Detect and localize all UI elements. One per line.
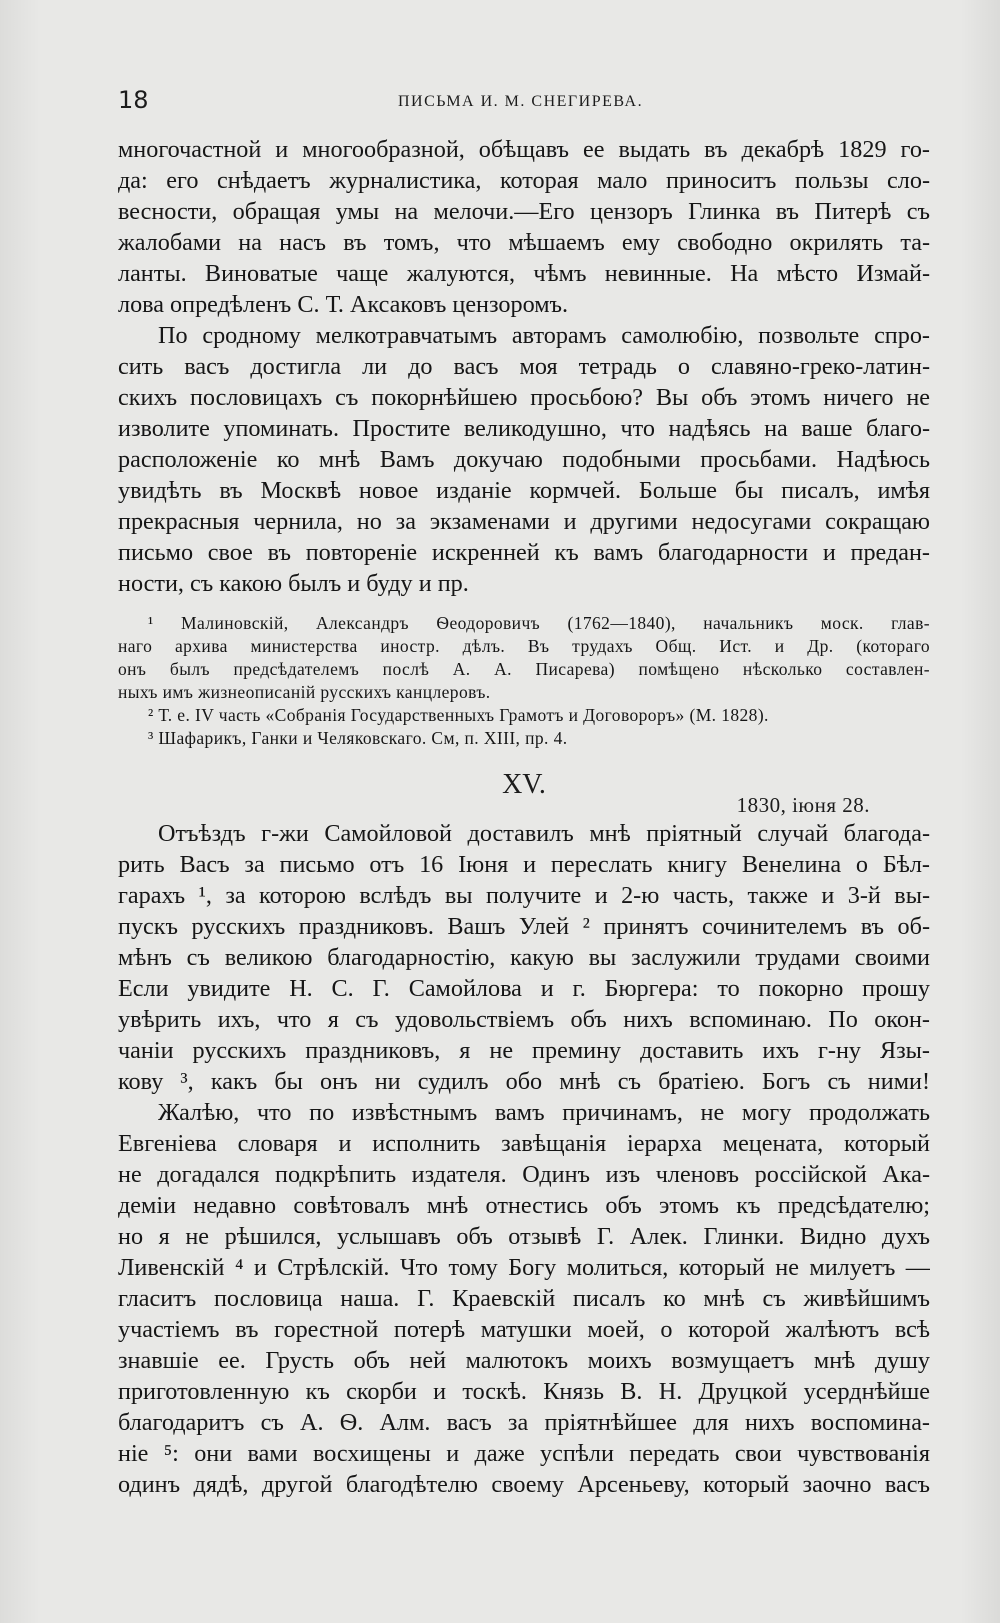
text-line: знавшіе ее. Грусть объ ней малютокъ моихъ возмущаетъ мнѣ душу [118,1347,930,1374]
section-heading: XV. [502,769,546,800]
text-line: одинъ дядѣ, другой благодѣтелю своему Арсеньеву, который заочно васъ [118,1471,930,1498]
running-head: ПИСЬМА И. М. СНЕГИРЕВА. [398,93,644,110]
text-line: гласитъ пословица наша. Г. Краевскій писалъ ко мнѣ съ живѣйшимъ [118,1285,930,1312]
footnotes [118,612,930,750]
text-line: весности, обращая умы на мелочи.—Его цензоръ Глинка въ Питерѣ съ [118,198,930,225]
text-line: ности, съ какою былъ и буду и пр. [118,570,469,597]
page-header [118,86,900,118]
text-line: лова опредѣленъ С. Т. Аксаковъ цензоромъ. [118,291,569,318]
text-line: кову ³, какъ бы онъ ни судилъ обо мнѣ съ братіею. Богъ съ ними! [118,1068,930,1095]
text-line: скихъ пословицахъ съ покорнѣйшею просьбою? Вы объ этомъ ничего не [118,384,930,411]
text-line: расположеніе ко мнѣ Вамъ докучаю подобными просьбами. Надѣюсь [118,446,930,473]
text-line: увидѣть въ Москвѣ новое изданіе кормчей. Больше бы писалъ, имѣя [118,477,930,504]
page-number: 18 [118,86,149,114]
text-line: ніе ⁵: они вами восхищены и даже успѣли передать свои чувствованія [118,1440,930,1467]
text-line: письмо свое въ повтореніе искренней къ вамъ благодарности и предан- [118,539,930,566]
text-line: многочастной и многообразной, обѣщавъ ее выдать въ декабрѣ 1829 го- [118,136,930,163]
text-line: мѣнъ съ великою благодарностію, какую вы заслужили трудами своими [118,944,930,971]
footnote-line: ² Т. е. IV часть «Собранія Государственныхъ Грамотъ и Договороръ» (М. 1828). [148,705,769,725]
text-line: изволите упоминать. Простите великодушно, что надѣясь на ваше благо- [118,415,930,442]
footnote-line: ныхъ имъ жизнеописаній русскихъ канцлеровъ. [118,682,491,702]
text-line: прекрасныя чернила, но за экзаменами и другими недосугами сокращаю [118,508,930,535]
text-line: рить Васъ за письмо отъ 16 Іюня и переслать книгу Венелина о Бѣл- [118,851,930,878]
text-line: По сродному мелкотравчатымъ авторамъ самолюбію, позвольте спро- [158,322,930,349]
text-line: пускъ русскихъ праздниковъ. Вашъ Улей ² принятъ сочинителемъ въ об- [118,913,930,940]
text-line: чаніи русскихъ праздниковъ, я не премину доставить ихъ г-ну Язы- [118,1037,930,1064]
footnote-line: онъ былъ предсѣдателемъ послѣ А. А. Писарева) помѣщено нѣсколько составлен- [118,659,930,679]
text-line: Жалѣю, что по извѣстнымъ вамъ причинамъ, не могу продолжать [158,1099,930,1126]
footnote-line: ³ Шафарикъ, Ганки и Челяковскаго. См, п. XIII, пр. 4. [148,728,568,748]
text-line: сить васъ достигла ли до васъ моя тетрадь о славяно-греко-латин- [118,353,930,380]
letter-date: 1830, іюня 28. [736,793,870,817]
footnote-line: ¹ Малиновскій, Александръ Ѳеодоровичъ (1762—1840), начальникъ моск. глав- [148,613,930,633]
text-line: Евгеніева словаря и исполнить завѣщанія іерарха мецената, который [118,1130,930,1157]
text-line: деміи недавно совѣтовалъ мнѣ отнестись объ этомъ къ предсѣдателю; [118,1192,930,1219]
text-line: Ливенскій ⁴ и Стрѣлскій. Что тому Богу молиться, который не милуетъ — [118,1254,930,1281]
text-line: ланты. Виноватые чаще жалуются, чѣмъ невинные. На мѣсто Измай- [118,260,930,287]
letter-text [118,818,930,1500]
text-line: участіемъ въ горестной потерѣ матушки моей, о которой жалѣютъ всѣ [118,1316,930,1343]
text-line: увѣрить ихъ, что я съ удовольствіемъ объ нихъ вспоминаю. По окон- [118,1006,930,1033]
text-line: гарахъ ¹, за которою вслѣдъ вы получите и 2-ю часть, также и 3-й вы- [118,882,930,909]
letter-continuation-text [118,134,930,599]
text-line: Отъѣздъ г-жи Самойловой доставилъ мнѣ пріятный случай благода- [158,820,930,847]
text-line: благодаритъ съ А. Ѳ. Алм. васъ за пріятнѣйшее для нихъ воспомина- [118,1409,930,1436]
text-line: Если увидите Н. С. Г. Самойлова и г. Бюргера: то покорно прошу [118,975,930,1002]
footnote-line: наго архива министерства иностр. дѣлъ. Въ трудахъ Общ. Ист. и Др. (котораго [118,636,930,656]
text-line: но я не рѣшился, услышавъ объ отзывѣ Г. Алек. Глинки. Видно духъ [118,1223,930,1250]
text-line: не догадался подкрѣпить издателя. Одинъ изъ членовъ россійской Ака- [118,1161,930,1188]
text-line: да: его снѣдаетъ журналистика, которая мало приноситъ пользы сло- [118,167,930,194]
text-line: жалобами на насъ въ томъ, что мѣшаемъ ему свободно окрилять та- [118,229,930,256]
text-line: приготовленную къ скорби и тоскѣ. Князь В. Н. Друцкой усерднѣйше [118,1378,930,1405]
